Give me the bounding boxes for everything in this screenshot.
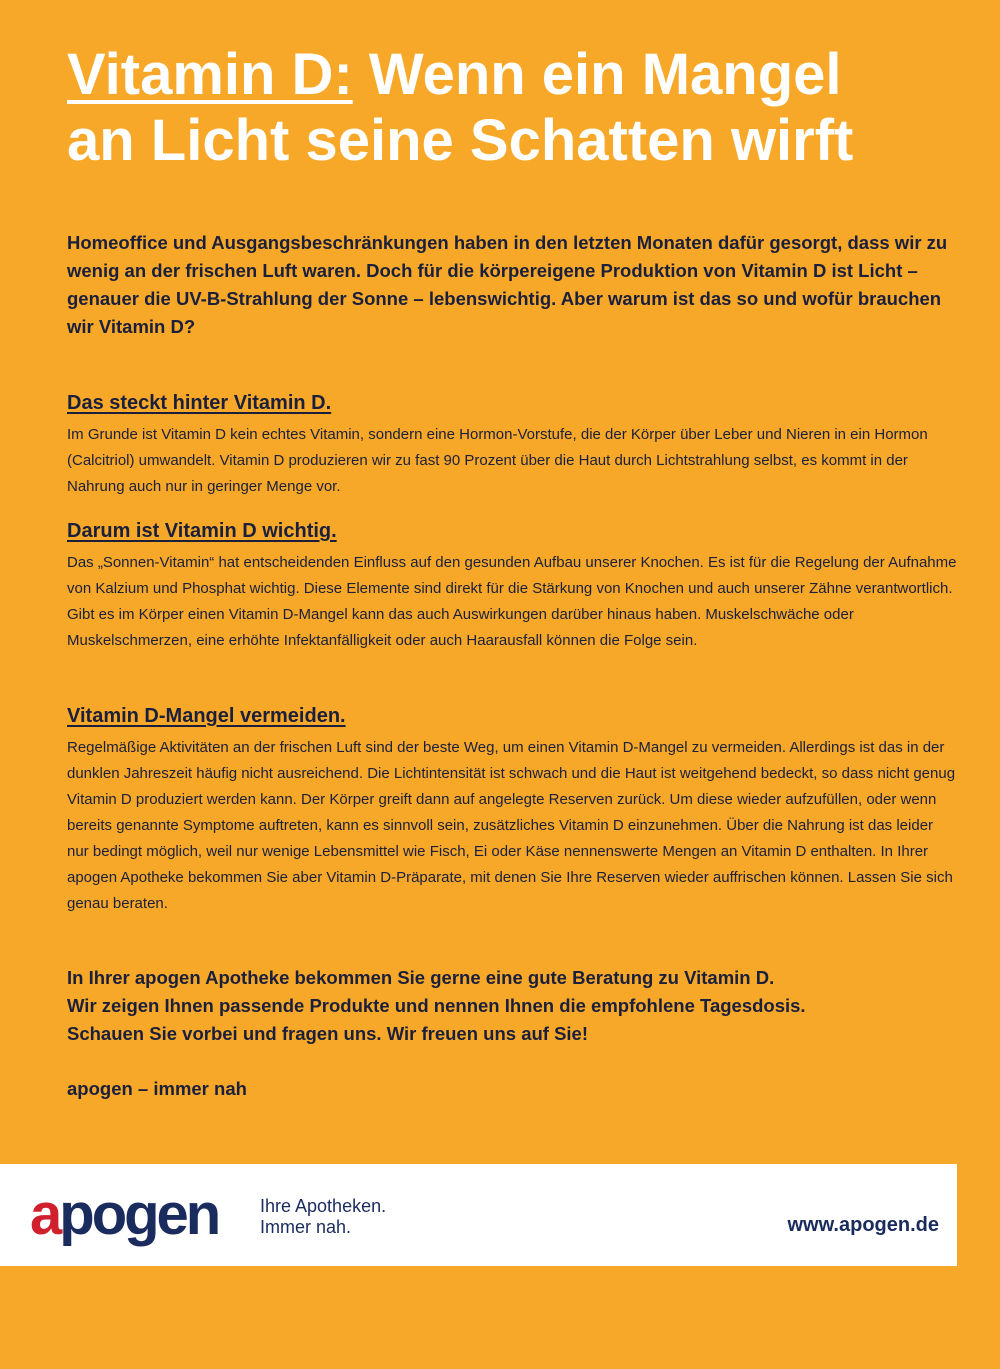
section-body: Regelmäßige Aktivitäten an der frischen Luft sind der beste Weg, um einen Vitamin D-Mangel zu vermeiden. Allerdings ist das in der dunklen Jahreszeit häufig nicht ausreichend. Die Lichtintensität ist schwach und die Haut ist weitgehend bedeckt, so dass nicht genug Vitamin D produziert werden kann. Der Körper greift dann auf angelegte Reserven zurück. Um diese wieder aufzufüllen, oder wenn bereits genannte Symptome auftreten, kann es sinnvoll sein, zusätzliches Vitamin D einzunehmen. Über die Nahrung ist das leider nur bedingt möglich, weil nur wenige Lebensmittel wie Fisch, Ei oder Käse nennenswerte Mengen an Vitamin D enthalten. In Ihrer apogen Apotheke bekommen Sie aber Vitamin D-Präparate, mit denen Sie Ihre Reserven wieder auffrischen können. Lassen Sie sich genau beraten. [67, 739, 956, 912]
intro-text: Homeoffice und Ausgangsbeschränkungen haben in den letzten Monaten dafür gesorgt, dass wir zu wenig an der frischen Luft waren. Doch für die körpereigene Produktion von Vitamin D ist Licht – genauer die UV-B-Strahlung der Sonne – lebenswichtig. Aber warum ist das so und wofür brauchen wir Vitamin D? [67, 232, 948, 337]
footer-tagline [260, 1196, 386, 1238]
section-prevention [67, 703, 957, 917]
cta-line: Schauen Sie vorbei und fragen uns. Wir freuen uns auf Sie! [67, 1023, 589, 1044]
logo-wordmark-rest: pogen [59, 1182, 219, 1247]
section-heading: Das steckt hinter Vitamin D. [67, 392, 332, 414]
headline-underlined: Vitamin D: [67, 42, 353, 107]
footer-banner [0, 1164, 957, 1266]
call-to-action [67, 964, 957, 1048]
section-heading: Darum ist Vitamin D wichtig. [67, 520, 337, 542]
cta-line: In Ihrer apogen Apotheke bekommen Sie gerne eine gute Beratung zu Vitamin D. [67, 967, 775, 988]
logo-letter-a: a [30, 1182, 60, 1247]
tagline-line: Ihre Apotheken. [260, 1196, 387, 1216]
section-importance [67, 518, 957, 654]
section-background [67, 390, 957, 500]
headline-line2: an Licht seine Schatten wirft [67, 108, 854, 173]
slogan: apogen – immer nah [67, 1078, 247, 1099]
cta-line: Wir zeigen Ihnen passende Produkte und nennen Ihnen die empfohlene Tagesdosis. [67, 995, 806, 1016]
section-body: Im Grunde ist Vitamin D kein echtes Vitamin, sondern eine Hormon-Vorstufe, die der Körper über Leber und Nieren in ein Hormon (Calcitriol) umwandelt. Vitamin D produzieren wir zu fast 90 Prozent über die Haut durch Lichtstrahlung selbst, es kommt in der Nahrung auch nur in geringer Menge vor. [67, 426, 928, 495]
section-heading: Vitamin D-Mangel vermeiden. [67, 705, 346, 727]
apogen-logo [30, 1182, 218, 1248]
website-link[interactable]: www.apogen.de [787, 1214, 939, 1236]
section-body: Das „Sonnen-Vitamin“ hat entscheidenden Einfluss auf den gesunden Aufbau unserer Knochen. Es ist für die Regelung der Aufnahme von Kalzium und Phosphat wichtig. Diese Elemente sind direkt für die Stärkung von Knochen und auch unserer Zähne verantwortlich. Gibt es im Körper einen Vitamin D-Mangel kann das auch Auswirkungen darüber hinaus haben. Muskelschwäche oder Muskelschmerzen, eine erhöhte Infektanfälligkeit oder auch Haarausfall können die Folge sein. [67, 554, 957, 649]
tagline-line: Immer nah. [260, 1217, 352, 1237]
headline-line1-rest: Wenn ein Mangel [352, 42, 842, 107]
headline [67, 42, 967, 174]
